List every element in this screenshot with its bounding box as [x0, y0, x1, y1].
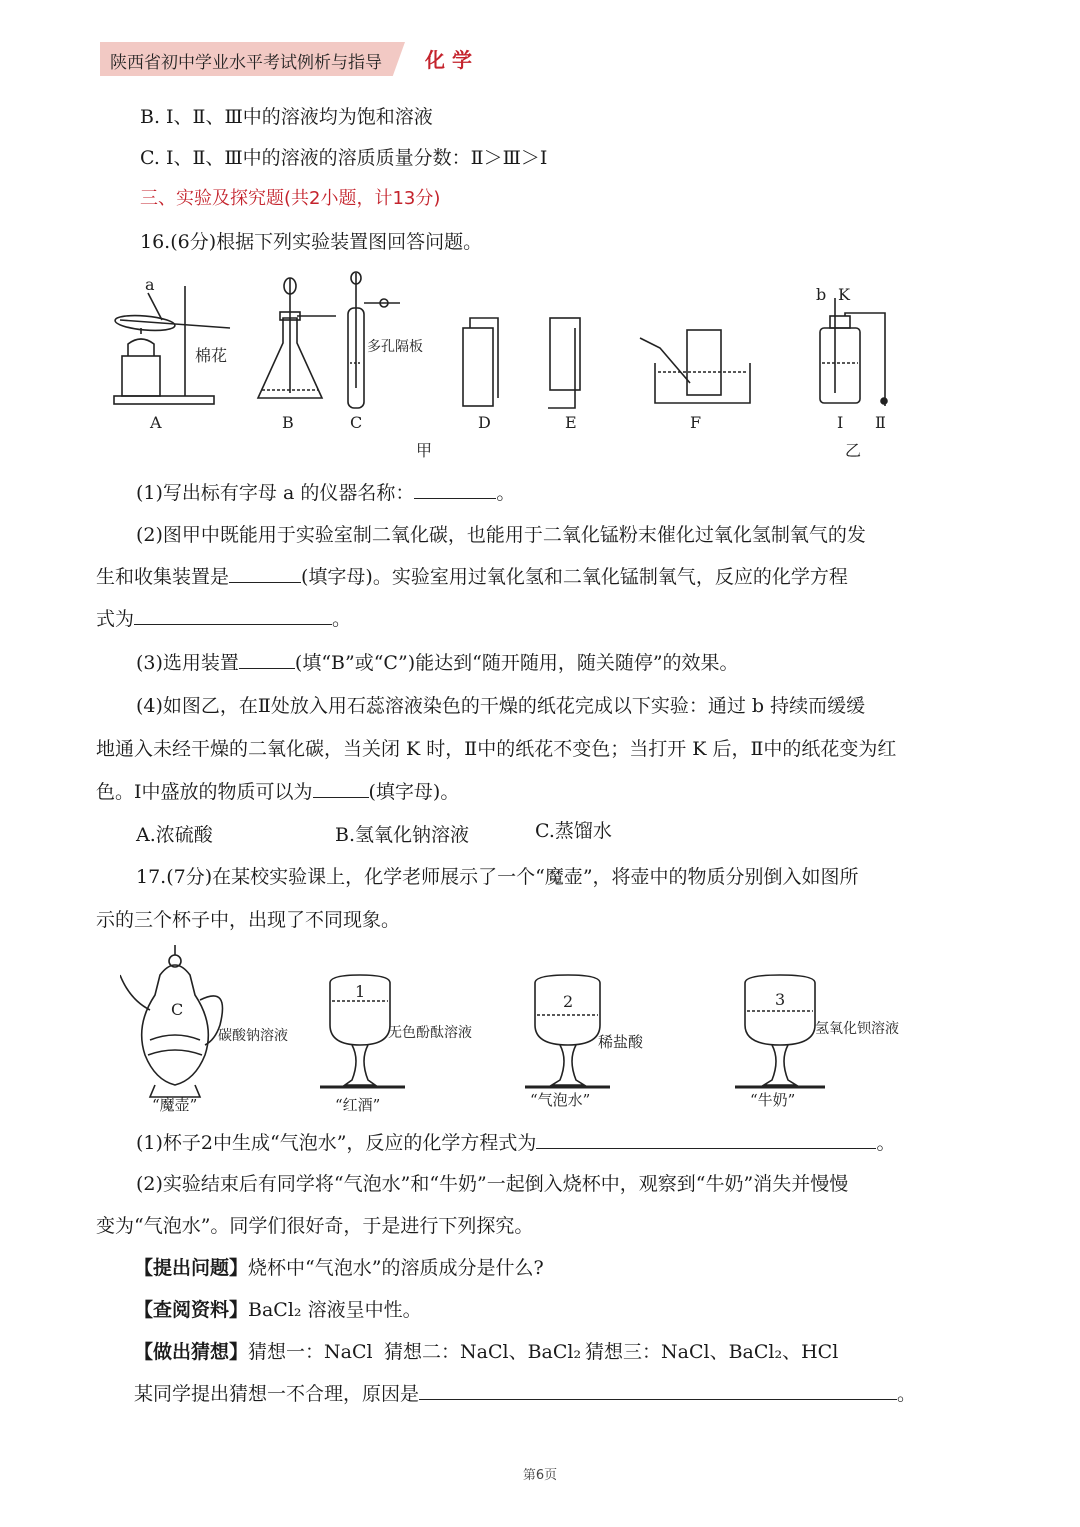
- q16-part3-text-b: (填“B”或“C”)能达到“随开随用，随关随停”的效果。: [294, 652, 739, 674]
- q16-part4-line2: 地通入未经干燥的二氧化碳，当关闭 K 时，Ⅱ中的纸花不变色；当打开 K 后，Ⅱ中的纸花变为红: [96, 738, 897, 760]
- fig-label-roman-2: Ⅱ: [875, 413, 886, 432]
- fig-label-C: C: [350, 413, 363, 432]
- ask-tag: 【提出问题】: [134, 1257, 249, 1279]
- apparatus-f: [640, 330, 750, 403]
- q17-part2-line2: 变为“气泡水”。同学们很好奇，于是进行下列探究。: [96, 1215, 534, 1237]
- label-b-mark: b: [816, 285, 827, 304]
- q17-part2-line1: (2)实验结束后有同学将“气泡水”和“牛奶”一起倒入烧杯中，观察到“牛奶”消失并慢慢: [136, 1173, 849, 1195]
- answer-blank[interactable]: [414, 480, 496, 499]
- guess-2: 猜想二：NaCl、BaCl₂: [384, 1341, 582, 1363]
- cup-1-number: 1: [355, 982, 366, 1001]
- q17-reason: [134, 1381, 916, 1407]
- cup-3-caption: “牛奶”: [750, 1091, 796, 1109]
- ask-text: 烧杯中“气泡水”的溶质成分是什么?: [248, 1257, 544, 1279]
- apparatus-d: [463, 318, 498, 406]
- guess-3: 猜想三：NaCl、BaCl₂、HCl: [585, 1341, 839, 1363]
- q16-part4-text-a: 色。Ⅰ中盛放的物质可以为: [96, 781, 313, 803]
- period: 。: [876, 1132, 896, 1154]
- fig-label-roman-1: Ⅰ: [837, 413, 844, 432]
- cup-1-label: 无色酚酞溶液: [388, 1025, 472, 1041]
- cup-2-number: 2: [563, 992, 574, 1011]
- answer-blank[interactable]: [229, 564, 301, 583]
- ref-tag: 【查阅资料】: [134, 1299, 249, 1321]
- apparatus-a: [114, 286, 230, 404]
- guess-tag: 【做出猜想】: [134, 1341, 249, 1363]
- answer-blank[interactable]: [313, 779, 369, 798]
- q15-option-c: C. Ⅰ、Ⅱ、Ⅲ中的溶液的溶质质量分数：Ⅱ＞Ⅲ＞Ⅰ: [140, 147, 548, 169]
- q17-guess: [134, 1339, 373, 1365]
- q16-part4-line3: [96, 779, 459, 805]
- pot-inner-mark: C: [171, 1000, 184, 1019]
- fig-label-D: D: [478, 413, 491, 432]
- apparatus-yi: [820, 298, 887, 406]
- section-title: 三、实验及探究题(共2小题，计13分): [140, 188, 441, 209]
- period: 。: [332, 608, 352, 630]
- q16-option-c: C.蒸馏水: [535, 820, 612, 842]
- q17-stem-line2: 示的三个杯子中，出现了不同现象。: [96, 909, 401, 931]
- reason-text: 某同学提出猜想一不合理，原因是: [134, 1383, 420, 1405]
- fig-label-F: F: [690, 413, 702, 432]
- page-number: 第6页: [522, 1468, 558, 1483]
- q17-part1: [136, 1130, 895, 1156]
- q17-stem-line1: 17.(7分)在某校实验课上，化学老师展示了一个“魔壶”，将壶中的物质分别倒入如图所: [136, 866, 859, 888]
- label-k-mark: K: [838, 285, 850, 304]
- fig-label-E: E: [565, 413, 577, 432]
- cup-1-caption: “红酒”: [335, 1096, 381, 1114]
- q16-part4-text-b: (填字母)。: [368, 781, 460, 803]
- q16-part2-text-b: (填字母)。实验室用过氧化氢和二氧化锰制氧气，反应的化学方程: [301, 566, 848, 588]
- q17-magic-pot-figure: [120, 945, 900, 1115]
- q16-part3-text-a: (3)选用装置: [136, 652, 239, 674]
- q16-stem: 16.(6分)根据下列实验装置图回答问题。: [140, 231, 483, 253]
- q16-part1: [136, 480, 515, 506]
- q16-part2-line3: [96, 606, 351, 632]
- pot-caption: “魔壶”: [152, 1096, 198, 1114]
- fig-label-B: B: [282, 413, 294, 432]
- period: 。: [897, 1383, 917, 1405]
- answer-blank[interactable]: [239, 650, 295, 669]
- header-title: 陕西省初中学业水平考试例析与指导: [110, 53, 382, 73]
- pot-solution-label: 碳酸钠溶液: [218, 1028, 288, 1044]
- magic-pot: [120, 945, 223, 1097]
- guess-1: 猜想一：NaCl: [248, 1341, 373, 1363]
- answer-blank[interactable]: [419, 1381, 897, 1400]
- q17-ref: [134, 1297, 422, 1323]
- q16-option-b: B.氢氧化钠溶液: [335, 824, 470, 846]
- label-a-mark: a: [145, 275, 155, 294]
- period: 。: [496, 482, 516, 504]
- q16-part2-text-a: 生和收集装置是: [96, 566, 230, 588]
- apparatus-b: [258, 278, 336, 398]
- q16-part3: [136, 650, 739, 676]
- fig-group-jia: 甲: [416, 441, 433, 460]
- cup-2-label: 稀盐酸: [598, 1033, 644, 1051]
- answer-blank[interactable]: [134, 606, 332, 625]
- q16-part2-line1: (2)图甲中既能用于实验室制二氧化碳，也能用于二氧化锰粉末催化过氧化氢制氧气的发: [136, 524, 866, 546]
- q15-option-b: B. Ⅰ、Ⅱ、Ⅲ中的溶液均为饱和溶液: [140, 106, 433, 128]
- q16-apparatus-figure: [100, 268, 920, 468]
- label-cotton: 棉花: [195, 346, 228, 365]
- q16-part2-line2: [96, 564, 848, 590]
- answer-blank[interactable]: [536, 1130, 876, 1149]
- q16-option-a: A.浓硫酸: [136, 824, 213, 846]
- q16-part2-text-c: 式为: [96, 608, 135, 630]
- q16-part1-text: (1)写出标有字母 a 的仪器名称：: [136, 482, 415, 504]
- fig-group-yi: 乙: [845, 441, 862, 460]
- q17-part1-text: (1)杯子2中生成“气泡水”，反应的化学方程式为: [136, 1132, 537, 1154]
- cup-3-label: 氢氧化钡溶液: [815, 1021, 899, 1037]
- q16-part4-line1: (4)如图乙，在Ⅱ处放入用石蕊溶液染色的干燥的纸花完成以下实验：通过 b 持续而缓缓: [136, 695, 866, 717]
- ref-text: BaCl₂ 溶液呈中性。: [248, 1299, 422, 1321]
- header-subject: 化 学: [425, 48, 472, 72]
- cup-3-number: 3: [775, 990, 786, 1009]
- cup-2-caption: “气泡水”: [530, 1091, 591, 1109]
- apparatus-e: [548, 318, 580, 408]
- label-porous-plate: 多孔隔板: [367, 339, 423, 355]
- fig-label-A: A: [150, 413, 162, 432]
- q17-ask: [134, 1255, 544, 1281]
